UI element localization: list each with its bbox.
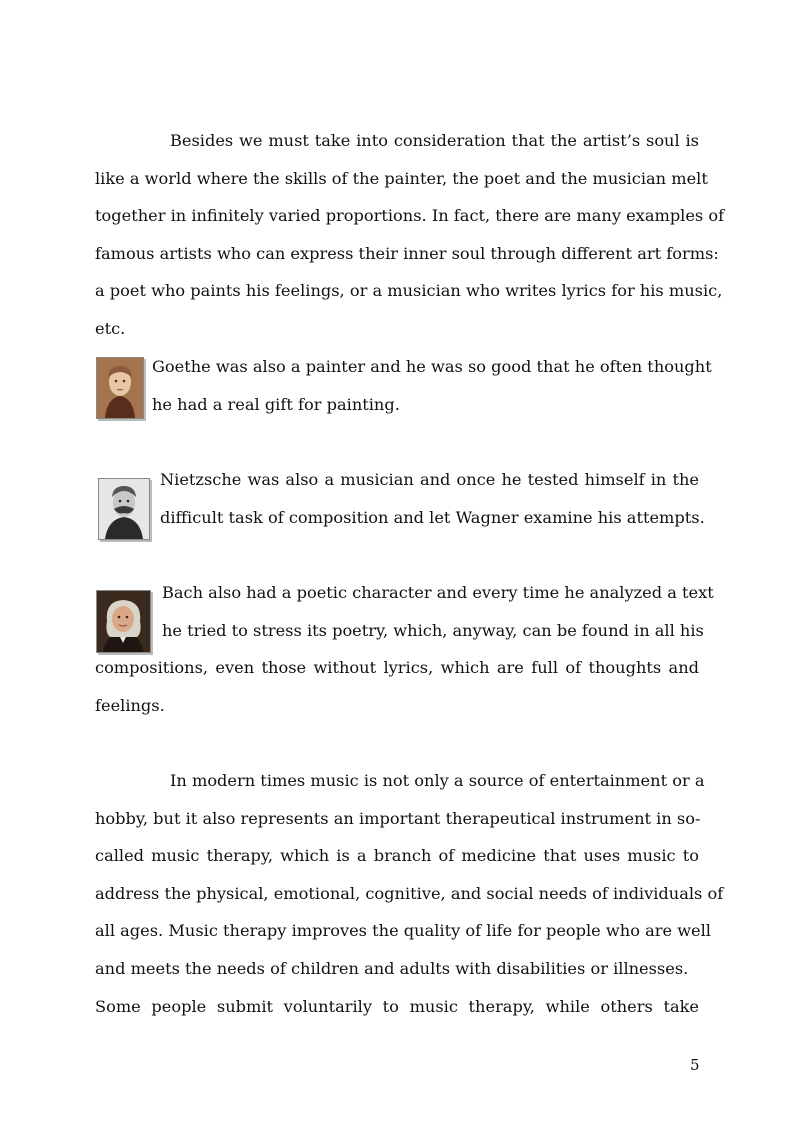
nietzsche-portrait-image	[98, 478, 150, 540]
goethe-portrait-image	[96, 357, 144, 419]
text-line: etc.	[95, 318, 126, 338]
text-line: called music therapy, which is a branch of medicine that uses music to	[95, 846, 699, 866]
text-line: famous artists who can express their inner soul through different art forms:	[95, 243, 719, 263]
text-line: like a world where the skills of the painter, the poet and the musician melt	[95, 168, 708, 188]
text-line: and meets the needs of children and adults with disabilities or illnesses.	[95, 958, 689, 978]
text-line: he had a real gift for painting.	[152, 394, 400, 414]
paragraph-artists-soul	[95, 122, 725, 348]
text-line: a poet who paints his feelings, or a musician who writes lyrics for his music,	[95, 281, 723, 301]
text-line: Nietzsche was also a musician and once he tested himself in the	[160, 470, 699, 489]
text-line: Bach also had a poetic character and every time he analyzed a text	[162, 583, 714, 602]
paragraph-nietzsche	[160, 461, 705, 536]
text-line: address the physical, emotional, cognitive, and social needs of individuals of	[95, 883, 724, 903]
page-number: 5	[690, 1056, 700, 1074]
text-line: Goethe was also a painter and he was so good that he often thought	[152, 357, 712, 376]
text-line: difficult task of composition and let Wagner examine his attempts.	[160, 507, 705, 527]
text-line: all ages. Music therapy improves the quality of life for people who are well	[95, 921, 711, 941]
text-line: feelings.	[95, 695, 165, 715]
text-line: Some people submit voluntarily to music therapy, while others take	[95, 996, 699, 1016]
text-line: together in infinitely varied proportions. In fact, there are many examples of	[95, 206, 725, 226]
paragraph-bach	[95, 574, 714, 724]
text-line: compositions, even those without lyrics, which are full of thoughts and	[95, 658, 699, 678]
paragraph-goethe	[152, 348, 712, 423]
text-line: he tried to stress its poetry, which, anyway, can be found in all his	[162, 620, 704, 640]
text-line: hobby, but it also represents an important therapeutical instrument in so-	[95, 808, 701, 828]
paragraph-music-therapy	[95, 762, 724, 1025]
text-line: Besides we must take into consideration that the artist’s soul is	[170, 131, 699, 150]
text-line: In modern times music is not only a source of entertainment or a	[170, 771, 705, 790]
